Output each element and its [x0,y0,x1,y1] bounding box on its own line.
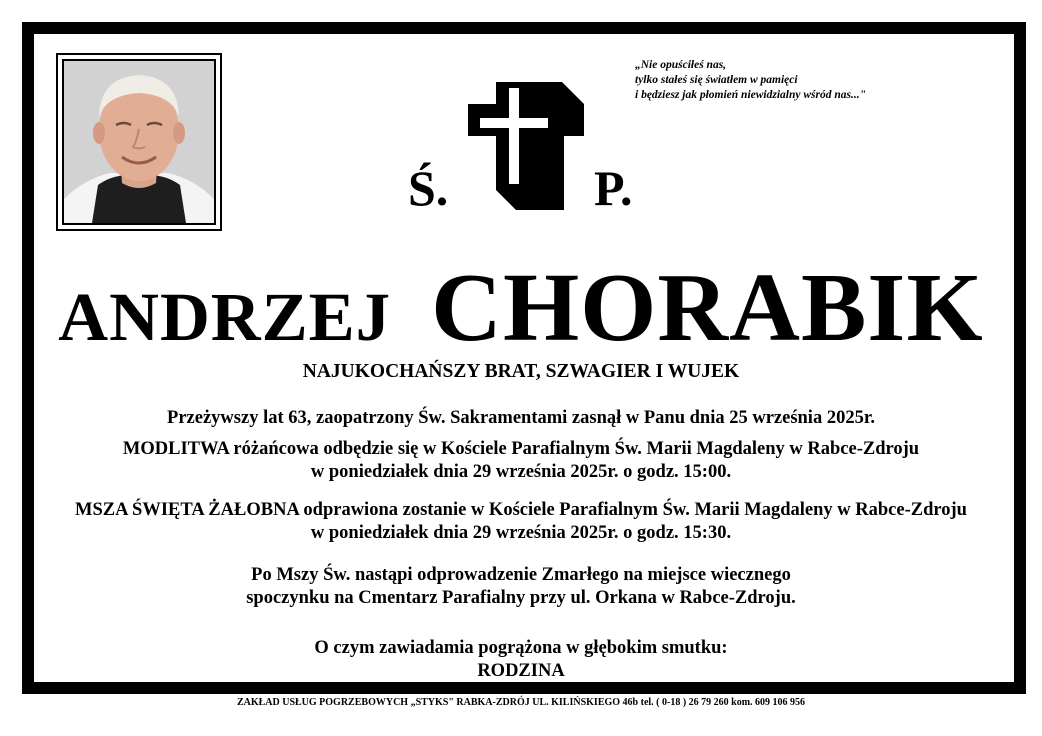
burial-info-line1: Po Mszy Św. nastąpi odprowadzenie Zmarłego na miejsce wiecznego [251,565,791,585]
death-notice-text: Przeżywszy lat 63, zaopatrzony Św. Sakramentami zasnął w Panu dnia 25 września 2025r. [167,408,875,428]
family-signature: RODZINA [477,661,565,681]
portrait-photo [62,59,216,225]
burial-info-line2: spoczynku na Cmentarz Parafialny przy ul. Orkana w Rabce-Zdroju. [246,588,796,608]
rosary-info-line2: w poniedziałek dnia 29 września 2025r. o godz. 15:00. [310,462,732,482]
portrait-photo-frame [56,53,222,231]
sp-right-letter: P. [594,160,633,216]
quote-line: tylko stałeś się światłem w pamięci [635,74,798,86]
quote-line: „Nie opuściłeś nas, [635,59,727,71]
portrait-figure-icon [64,61,214,223]
closing-text: O czym zawiadamia pogrążona w głębokim smutku: [314,638,728,658]
mass-info-line2: w poniedziałek dnia 29 września 2025r. o godz. 15:30. [310,523,732,543]
funeral-home-footer: ZAKŁAD USŁUG POGRZEBOWYCH „STYKS" RABKA-ZDRÓJ UL. KILIŃSKIEGO 46b tel. ( 0-18 ) 26 79 260 kom. 609 106 956 [236,697,806,708]
mass-info-line1: MSZA ŚWIĘTA ŻAŁOBNA odprawiona zostanie w Kościele Parafialnym Św. Marii Magdaleny w Rabce-Zdroju [75,500,967,520]
cross-icon [468,82,584,210]
last-name: CHORABIK [431,254,984,362]
quote-line: i będziesz jak płomień niewidzialny wśród nas..." [635,89,866,101]
rosary-info-line1: MODLITWA różańcowa odbędzie się w Kościele Parafialnym Św. Marii Magdaleny w Rabce-Zdroju [122,439,920,459]
memorial-quote [635,58,935,103]
relation-subtitle: NAJUKOCHAŃSZY BRAT, SZWAGIER I WUJEK [302,361,740,382]
sp-left-letter: Ś. [408,160,449,216]
first-name: ANDRZEJ [58,279,392,355]
